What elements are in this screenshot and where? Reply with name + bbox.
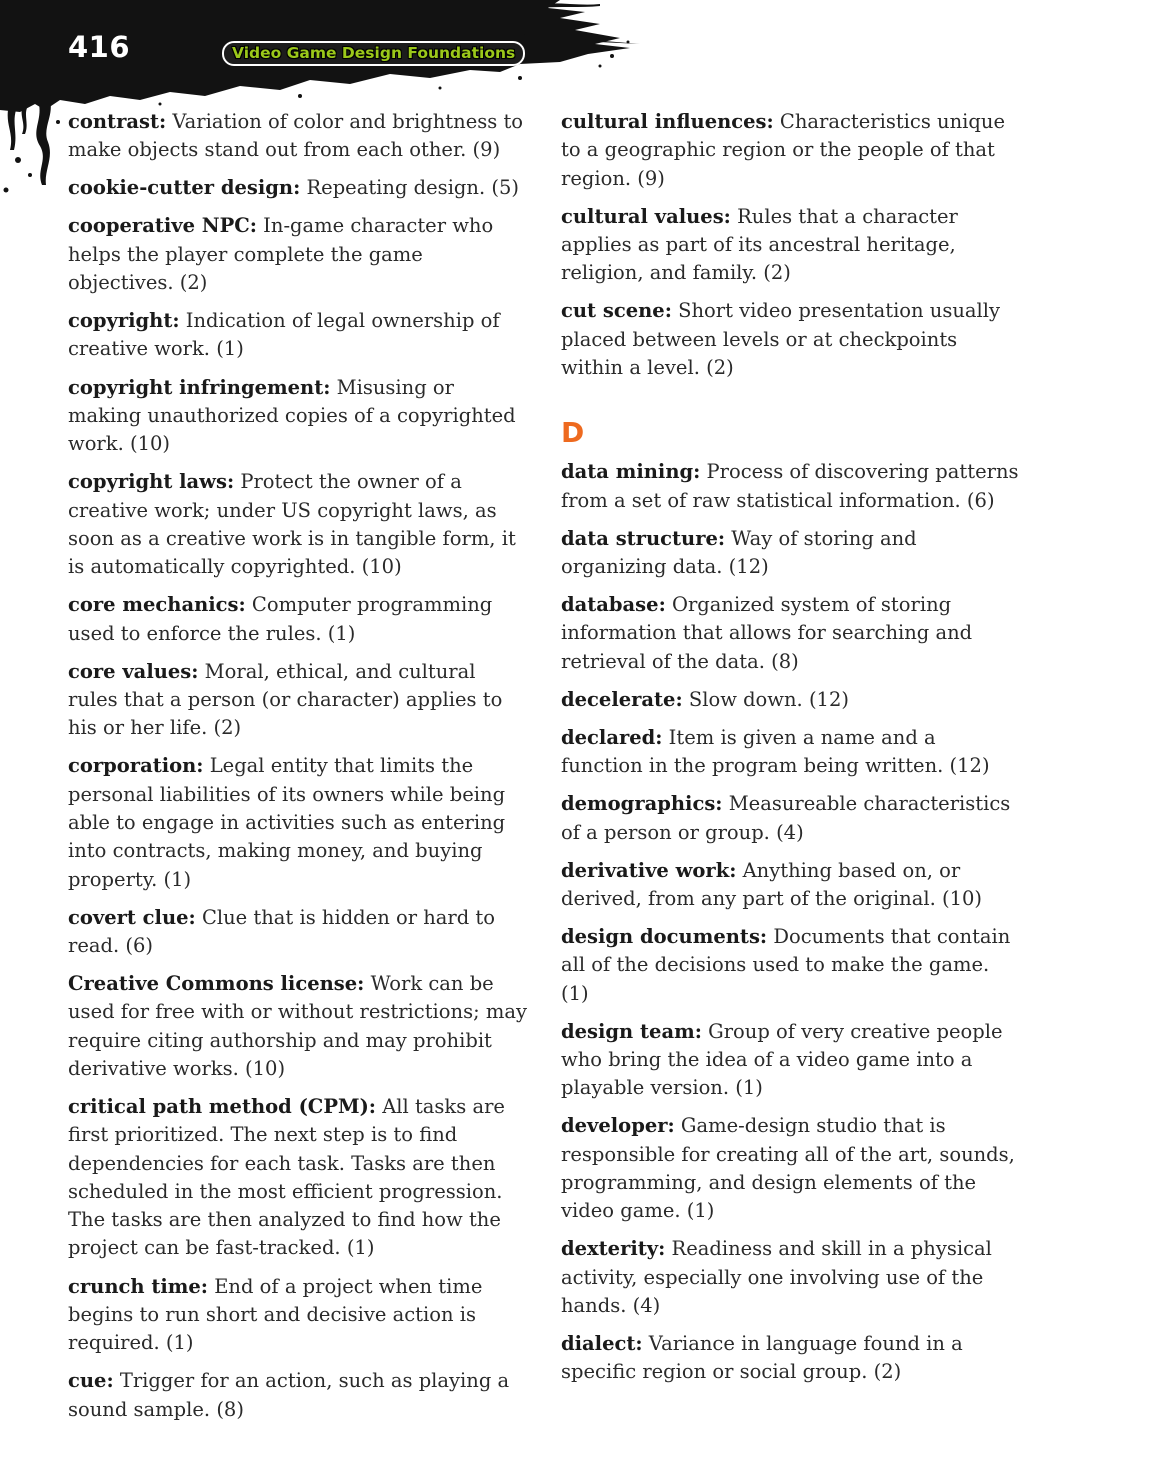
glossary-definition: Misusing or making unauthorized copies of a copyrighted work. (10) (68, 375, 516, 456)
glossary-definition: Item is given a name and a function in the program being written. (12) (561, 725, 990, 778)
glossary-term: dexterity: (561, 1237, 666, 1261)
glossary-definition: Moral, ethical, and cultural rules that a person (or character) applies to his or her life. (2) (68, 659, 503, 740)
section-letter-heading: D (561, 416, 585, 450)
glossary-definition: All tasks are first prioritized. The next step is to find dependencies for each task. Tasks are then scheduled in the most efficient progression. The tasks are then analyzed to find how the project can be fast-tracked. (1) (68, 1094, 505, 1260)
glossary-term: core values: (68, 659, 199, 683)
glossary-entry (68, 904, 528, 961)
glossary-entry (68, 1367, 528, 1424)
glossary-entry (68, 307, 528, 364)
glossary-definition: Indication of legal ownership of creative work. (1) (68, 309, 500, 361)
glossary-entry (561, 458, 1023, 515)
glossary-definition: Work can be used for free with or without restrictions; may require citing authorship and may prohibit derivative works. (10) (68, 971, 527, 1080)
glossary-entry (68, 1093, 528, 1263)
glossary-definition: Documents that contain all of the decisions used to make the game. (1) (561, 925, 1011, 1005)
glossary-entry (561, 686, 1023, 714)
glossary-definition: Anything based on, or derived, from any part of the original. (10) (561, 858, 983, 910)
glossary-entry (68, 1273, 528, 1358)
glossary-term: cultural influences: (561, 110, 774, 133)
glossary-term: copyright: (68, 309, 180, 333)
glossary-definition: Variation of color and brightness to make objects stand out from each other. (9) (68, 110, 524, 162)
glossary-entry (561, 297, 1023, 382)
glossary-entry (561, 1330, 1023, 1387)
glossary-entry (68, 591, 528, 648)
glossary-definition: Organized system of storing information that allows for searching and retrieval of the data. (8) (561, 593, 973, 673)
glossary-definition: Variance in language found in a specific region or social group. (2) (561, 1332, 963, 1384)
glossary-term: declared: (561, 725, 663, 749)
glossary-definition: Slow down. (12) (682, 687, 849, 711)
glossary-definition: End of a project when time begins to run short and decisive action is required. (1) (68, 1274, 483, 1355)
glossary-term: demographics: (561, 792, 723, 816)
glossary-term: Creative Commons license: (68, 971, 365, 995)
glossary-definition: Legal entity that limits the personal liabilities of its owners while being able to engage in activities such as entering into contracts, making money, and buying property. (1) (68, 754, 506, 891)
glossary-term: derivative work: (561, 858, 737, 882)
glossary-entry (68, 212, 528, 297)
glossary-entry (68, 174, 528, 202)
glossary-term: covert clue: (68, 905, 196, 929)
glossary-term: corporation: (68, 754, 204, 778)
glossary-entry (561, 203, 1023, 288)
glossary-term: dialect: (561, 1332, 643, 1356)
glossary-entry (68, 468, 528, 581)
glossary-term: developer: (561, 1114, 675, 1138)
glossary-term: database: (561, 593, 666, 617)
glossary-entry (561, 1112, 1023, 1225)
glossary-term: crunch time: (68, 1274, 208, 1298)
glossary-term: contrast: (68, 110, 167, 133)
glossary-entry (68, 374, 528, 459)
glossary-term: cookie-cutter design: (68, 176, 301, 200)
glossary-definition: Computer programming used to enforce the rules. (1) (68, 593, 493, 645)
glossary-term: cut scene: (561, 299, 672, 323)
left-column (68, 108, 528, 1434)
glossary-entry (68, 970, 528, 1083)
glossary-definition: Characteristics unique to a geographic region or the people of that region. (9) (561, 110, 1005, 190)
right-column (561, 108, 1023, 1396)
glossary-entry (561, 790, 1023, 847)
glossary-entry (68, 108, 528, 165)
book-title: Video Game Design Foundations (222, 41, 525, 66)
glossary-term: copyright laws: (68, 470, 235, 494)
glossary-term: core mechanics: (68, 593, 246, 617)
glossary-definition: Process of discovering patterns from a set of raw statistical information. (6) (561, 460, 1019, 512)
glossary-definition: Short video presentation usually placed between levels or at checkpoints within a level. (2) (561, 299, 1001, 379)
glossary-entry (561, 857, 1023, 914)
glossary-definition: Clue that is hidden or hard to read. (6) (68, 905, 495, 957)
glossary-definition: Protect the owner of a creative work; under US copyright laws, as soon as a creative work is in tangible form, it is automatically copyrighted. (10) (68, 470, 516, 579)
glossary-entry (561, 108, 1023, 193)
glossary-term: cooperative NPC: (68, 214, 257, 238)
glossary-definition: Way of storing and organizing data. (12) (561, 526, 917, 578)
glossary-term: critical path method (CPM): (68, 1094, 376, 1118)
page-number: 416 (68, 30, 131, 64)
glossary-entry (561, 1018, 1023, 1103)
glossary-definition: In-game character who helps the player complete the game objectives. (2) (68, 214, 494, 295)
glossary-entry (68, 658, 528, 743)
glossary-definition: Measureable characteristics of a person or group. (4) (561, 792, 1011, 844)
glossary-term: design documents: (561, 925, 768, 948)
glossary-definition: Game-design studio that is responsible for creating all of the art, sounds, programming, and design elements of the video game. (1) (561, 1114, 1015, 1223)
glossary-entry (561, 591, 1023, 676)
glossary-term: copyright infringement: (68, 375, 331, 399)
glossary-entry (561, 724, 1023, 781)
glossary-definition: Rules that a character applies as part of its ancestral heritage, religion, and family. (2) (561, 204, 958, 285)
glossary-term: design team: (561, 1019, 702, 1043)
glossary-term: decelerate: (561, 687, 683, 711)
glossary-term: data mining: (561, 460, 701, 484)
glossary-entry (561, 923, 1023, 1008)
glossary-definition: Group of very creative people who bring the idea of a video game into a playable version. (1) (561, 1019, 1003, 1100)
glossary-entry (68, 752, 528, 893)
glossary-definition: Readiness and skill in a physical activity, especially one involving use of the hands. (4) (561, 1237, 992, 1317)
glossary-term: cue: (68, 1369, 114, 1393)
glossary-term: data structure: (561, 526, 726, 550)
glossary-definition: Repeating design. (5) (300, 176, 519, 200)
glossary-entry (561, 525, 1023, 582)
glossary-entry (561, 1235, 1023, 1320)
glossary-term: cultural values: (561, 204, 731, 228)
glossary-definition: Trigger for an action, such as playing a sound sample. (8) (68, 1369, 510, 1421)
